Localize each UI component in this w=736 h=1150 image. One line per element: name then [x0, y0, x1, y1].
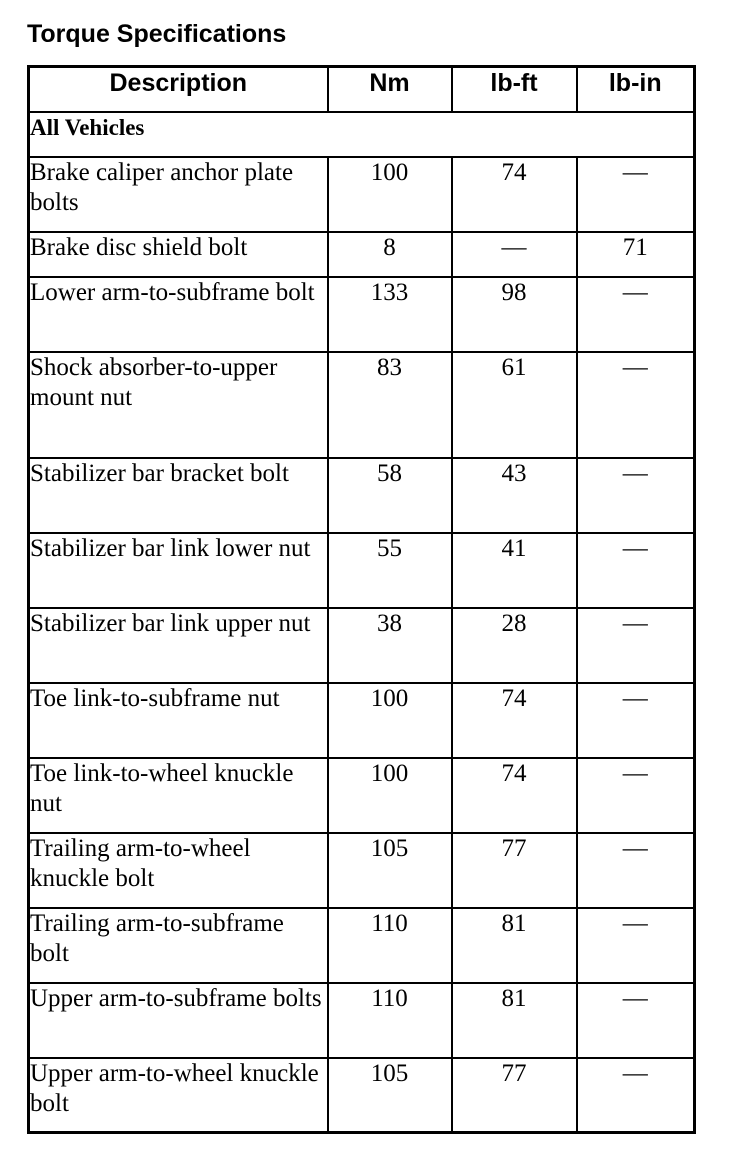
cell-lbft: 28 — [452, 608, 577, 683]
cell-nm: 133 — [328, 277, 452, 352]
cell-lbft: 74 — [452, 157, 577, 232]
header-description: Description — [29, 67, 328, 112]
section-label: All Vehicles — [29, 112, 695, 157]
cell-description: Trailing arm-to-wheel knuckle bolt — [29, 833, 328, 908]
table-row — [29, 352, 695, 458]
cell-lbft: 43 — [452, 458, 577, 533]
cell-lbft: 41 — [452, 533, 577, 608]
table-row — [29, 458, 695, 533]
cell-lbft: 81 — [452, 908, 577, 983]
cell-description: Toe link-to-subframe nut — [29, 683, 328, 758]
cell-description: Brake disc shield bolt — [29, 232, 328, 277]
cell-lbin: — — [577, 683, 695, 758]
page-title: Torque Specifications — [27, 20, 287, 48]
cell-description: Upper arm-to-subframe bolts — [29, 983, 328, 1058]
cell-nm: 100 — [328, 683, 452, 758]
cell-nm: 83 — [328, 352, 452, 458]
table-row — [29, 983, 695, 1058]
cell-nm: 38 — [328, 608, 452, 683]
cell-description: Stabilizer bar link lower nut — [29, 533, 328, 608]
cell-lbin: — — [577, 1058, 695, 1133]
cell-lbin: — — [577, 277, 695, 352]
table-row — [29, 833, 695, 908]
table-row — [29, 758, 695, 833]
cell-nm: 55 — [328, 533, 452, 608]
cell-description: Shock absorber-to-upper mount nut — [29, 352, 328, 458]
table-row — [29, 908, 695, 983]
cell-lbft: 81 — [452, 983, 577, 1058]
cell-nm: 110 — [328, 983, 452, 1058]
cell-nm: 100 — [328, 157, 452, 232]
cell-nm: 110 — [328, 908, 452, 983]
section-row — [29, 112, 695, 157]
cell-description: Upper arm-to-wheel knuckle bolt — [29, 1058, 328, 1133]
header-lbft: lb-ft — [452, 67, 577, 112]
table-row — [29, 533, 695, 608]
cell-lbin: — — [577, 833, 695, 908]
torque-spec-table — [27, 65, 696, 1134]
cell-description: Brake caliper anchor plate bolts — [29, 157, 328, 232]
cell-nm: 100 — [328, 758, 452, 833]
table-row — [29, 608, 695, 683]
cell-nm: 105 — [328, 833, 452, 908]
cell-lbft: 74 — [452, 758, 577, 833]
header-nm: Nm — [328, 67, 452, 112]
cell-lbin: — — [577, 352, 695, 458]
cell-description: Trailing arm-to-subframe bolt — [29, 908, 328, 983]
cell-description: Stabilizer bar bracket bolt — [29, 458, 328, 533]
header-lbin: lb-in — [577, 67, 695, 112]
cell-description: Lower arm-to-subframe bolt — [29, 277, 328, 352]
cell-lbft: 77 — [452, 833, 577, 908]
cell-lbft: 77 — [452, 1058, 577, 1133]
header-row — [29, 67, 695, 112]
cell-lbin: — — [577, 758, 695, 833]
cell-lbft: — — [452, 232, 577, 277]
table-row — [29, 232, 695, 277]
cell-lbin: — — [577, 533, 695, 608]
cell-lbin: — — [577, 157, 695, 232]
cell-nm: 8 — [328, 232, 452, 277]
cell-lbin: — — [577, 908, 695, 983]
table-row — [29, 1058, 695, 1133]
cell-description: Toe link-to-wheel knuckle nut — [29, 758, 328, 833]
table-row — [29, 277, 695, 352]
cell-lbin: — — [577, 608, 695, 683]
cell-lbft: 74 — [452, 683, 577, 758]
cell-lbin: — — [577, 458, 695, 533]
table-row — [29, 683, 695, 758]
cell-nm: 105 — [328, 1058, 452, 1133]
table-row — [29, 157, 695, 232]
cell-lbin: — — [577, 983, 695, 1058]
cell-lbft: 61 — [452, 352, 577, 458]
cell-lbin: 71 — [577, 232, 695, 277]
cell-lbft: 98 — [452, 277, 577, 352]
cell-description: Stabilizer bar link upper nut — [29, 608, 328, 683]
cell-nm: 58 — [328, 458, 452, 533]
